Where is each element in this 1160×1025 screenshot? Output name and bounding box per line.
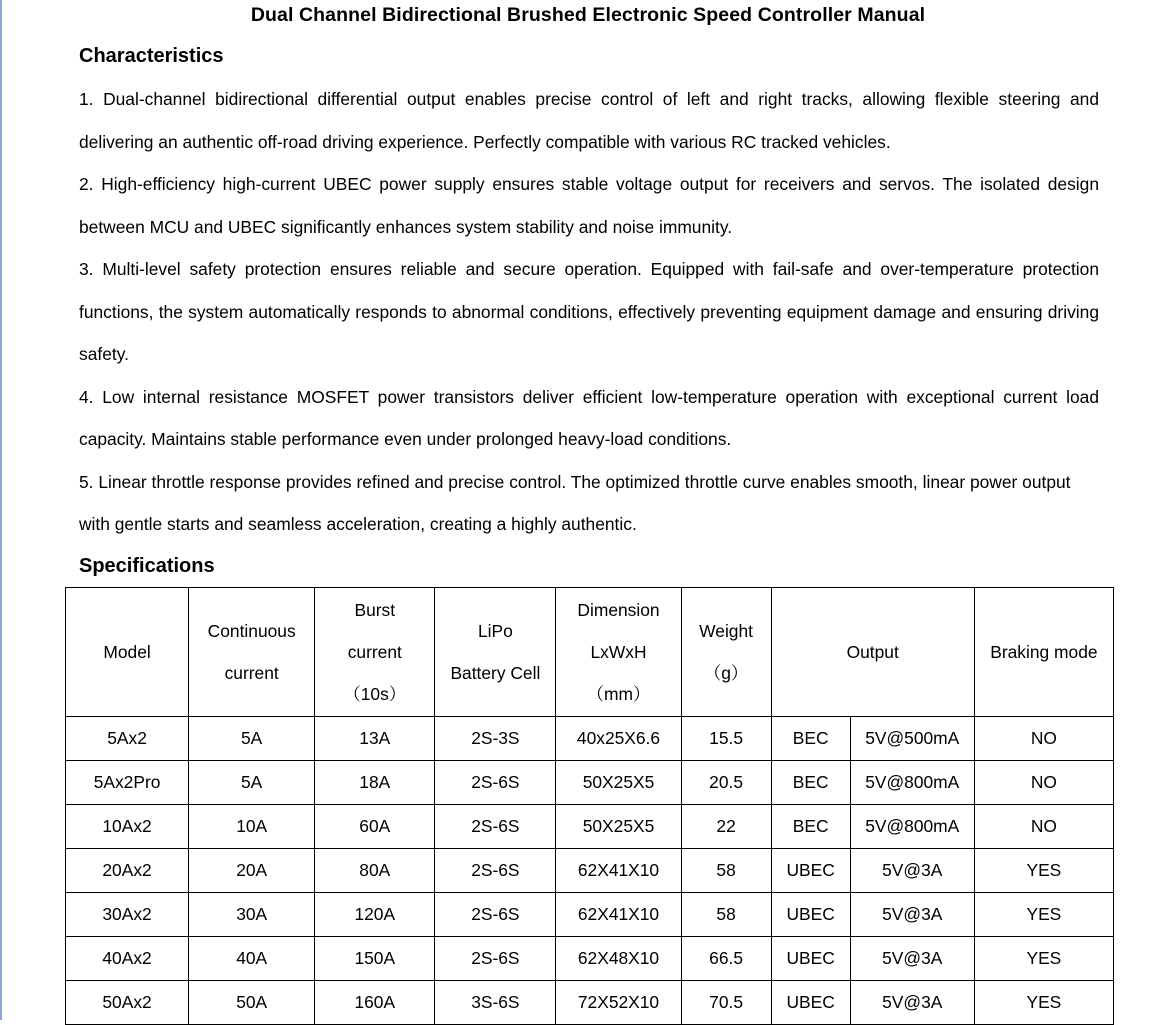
cell-continuous-current: 5A [189, 761, 315, 805]
cell-output-value: 5V@3A [850, 937, 974, 981]
cell-output-value: 5V@3A [850, 893, 974, 937]
cell-lipo-cells: 2S-6S [435, 937, 556, 981]
header-lipo-line: Battery Cell [450, 663, 541, 683]
header-continuous-current [189, 588, 315, 717]
table-row [66, 893, 1114, 937]
cell-output-type: UBEC [771, 981, 850, 1025]
cell-output-value: 5V@3A [850, 981, 974, 1025]
header-burst-line: Burst [354, 600, 396, 620]
cell-dimension: 40x25X6.6 [556, 717, 681, 761]
header-output [771, 588, 974, 717]
header-model [66, 588, 189, 717]
cell-lipo-cells: 3S-6S [435, 981, 556, 1025]
cell-model: 30Ax2 [66, 893, 189, 937]
cell-braking-mode: YES [974, 849, 1113, 893]
header-dimension-line: （mm） [586, 684, 651, 704]
cell-model: 10Ax2 [66, 805, 189, 849]
cell-continuous-current: 30A [189, 893, 315, 937]
table-row [66, 761, 1114, 805]
cell-continuous-current: 5A [189, 717, 315, 761]
header-weight [681, 588, 771, 717]
table-row [66, 805, 1114, 849]
header-burst-line: current [347, 642, 402, 662]
cell-dimension: 50X25X5 [556, 761, 681, 805]
characteristics-list [79, 78, 1099, 546]
cell-weight: 58 [681, 893, 771, 937]
cell-model: 5Ax2 [66, 717, 189, 761]
cell-dimension: 50X25X5 [556, 805, 681, 849]
cell-dimension: 72X52X10 [556, 981, 681, 1025]
document-title: Dual Channel Bidirectional Brushed Electronic Speed Controller Manual [250, 4, 926, 26]
cell-output-value: 5V@500mA [850, 717, 974, 761]
cell-burst-current: 80A [315, 849, 435, 893]
cell-burst-current: 13A [315, 717, 435, 761]
header-braking-mode [974, 588, 1113, 717]
cell-continuous-current: 40A [189, 937, 315, 981]
cell-lipo-cells: 2S-6S [435, 849, 556, 893]
cell-output-value: 5V@3A [850, 849, 974, 893]
header-weight-line: （g） [703, 663, 749, 683]
cell-dimension: 62X41X10 [556, 849, 681, 893]
table-row [66, 981, 1114, 1025]
cell-burst-current: 60A [315, 805, 435, 849]
cell-braking-mode: NO [974, 761, 1113, 805]
cell-weight: 70.5 [681, 981, 771, 1025]
page-left-border [0, 0, 2, 1020]
characteristic-item: 4. Low internal resistance MOSFET power transistors deliver efficient low-temperature operation with exceptional current load capacity. Maintains stable performance even under prolonged heavy-load conditions. [79, 386, 1099, 449]
header-output-line: Output [846, 642, 899, 662]
cell-braking-mode: YES [974, 981, 1113, 1025]
specifications-table [65, 587, 1114, 1025]
cell-output-type: BEC [771, 761, 850, 805]
table-row [66, 937, 1114, 981]
specifications-heading: Specifications [79, 555, 215, 577]
cell-braking-mode: YES [974, 937, 1113, 981]
characteristic-item: 2. High-efficiency high-current UBEC power supply ensures stable voltage output for receivers and servos. The isolated design between MCU and UBEC significantly enhances system stability and noise immunity. [79, 174, 1099, 237]
cell-dimension: 62X41X10 [556, 893, 681, 937]
cell-weight: 22 [681, 805, 771, 849]
header-continuous-line: Continuous [207, 621, 296, 641]
cell-braking-mode: NO [974, 717, 1113, 761]
header-lipo-battery-cell [435, 588, 556, 717]
cell-weight: 20.5 [681, 761, 771, 805]
header-burst-line: （10s） [343, 684, 407, 704]
cell-output-type: BEC [771, 805, 850, 849]
cell-burst-current: 150A [315, 937, 435, 981]
cell-output-value: 5V@800mA [850, 761, 974, 805]
specifications-table-body [66, 717, 1114, 1025]
cell-braking-mode: YES [974, 893, 1113, 937]
table-header-row [66, 588, 1114, 717]
table-row [66, 717, 1114, 761]
header-braking-line: Braking mode [990, 642, 1098, 662]
cell-output-value: 5V@800mA [850, 805, 974, 849]
header-lipo-line: LiPo [477, 621, 513, 641]
cell-weight: 15.5 [681, 717, 771, 761]
header-dimension-line: Dimension [577, 600, 660, 620]
cell-model: 50Ax2 [66, 981, 189, 1025]
header-weight-line: Weight [699, 621, 753, 641]
cell-dimension: 62X48X10 [556, 937, 681, 981]
cell-burst-current: 18A [315, 761, 435, 805]
header-dimension-line: LxWxH [590, 642, 647, 662]
cell-lipo-cells: 2S-3S [435, 717, 556, 761]
cell-output-type: BEC [771, 717, 850, 761]
cell-continuous-current: 50A [189, 981, 315, 1025]
header-dimension [556, 588, 681, 717]
header-model-line: Model [103, 642, 151, 662]
cell-model: 5Ax2Pro [66, 761, 189, 805]
cell-output-type: UBEC [771, 893, 850, 937]
cell-braking-mode: NO [974, 805, 1113, 849]
cell-output-type: UBEC [771, 849, 850, 893]
cell-lipo-cells: 2S-6S [435, 761, 556, 805]
cell-continuous-current: 20A [189, 849, 315, 893]
cell-output-type: UBEC [771, 937, 850, 981]
characteristic-item: 1. Dual-channel bidirectional differential output enables precise control of left and right tracks, allowing flexible steering and delivering an authentic off-road driving experience. Perfectly compatible with various RC tracked vehicles. [79, 89, 1099, 152]
characteristic-item: 5. Linear throttle response provides refined and precise control. The optimized throttle curve enables smooth, linear power output with gentle starts and seamless acceleration, creating a highly authentic. [79, 471, 1071, 534]
header-burst-current [315, 588, 435, 717]
cell-lipo-cells: 2S-6S [435, 805, 556, 849]
header-continuous-line: current [224, 663, 279, 683]
cell-model: 40Ax2 [66, 937, 189, 981]
cell-lipo-cells: 2S-6S [435, 893, 556, 937]
cell-model: 20Ax2 [66, 849, 189, 893]
cell-burst-current: 120A [315, 893, 435, 937]
cell-continuous-current: 10A [189, 805, 315, 849]
cell-weight: 58 [681, 849, 771, 893]
characteristic-item: 3. Multi-level safety protection ensures reliable and secure operation. Equipped with fail-safe and over-temperature protection functions, the system automatically responds to abnormal conditions, effectively preventing equipment damage and ensuring driving safety. [79, 259, 1099, 364]
table-row [66, 849, 1114, 893]
cell-burst-current: 160A [315, 981, 435, 1025]
cell-weight: 66.5 [681, 937, 771, 981]
characteristics-heading: Characteristics [79, 45, 224, 67]
